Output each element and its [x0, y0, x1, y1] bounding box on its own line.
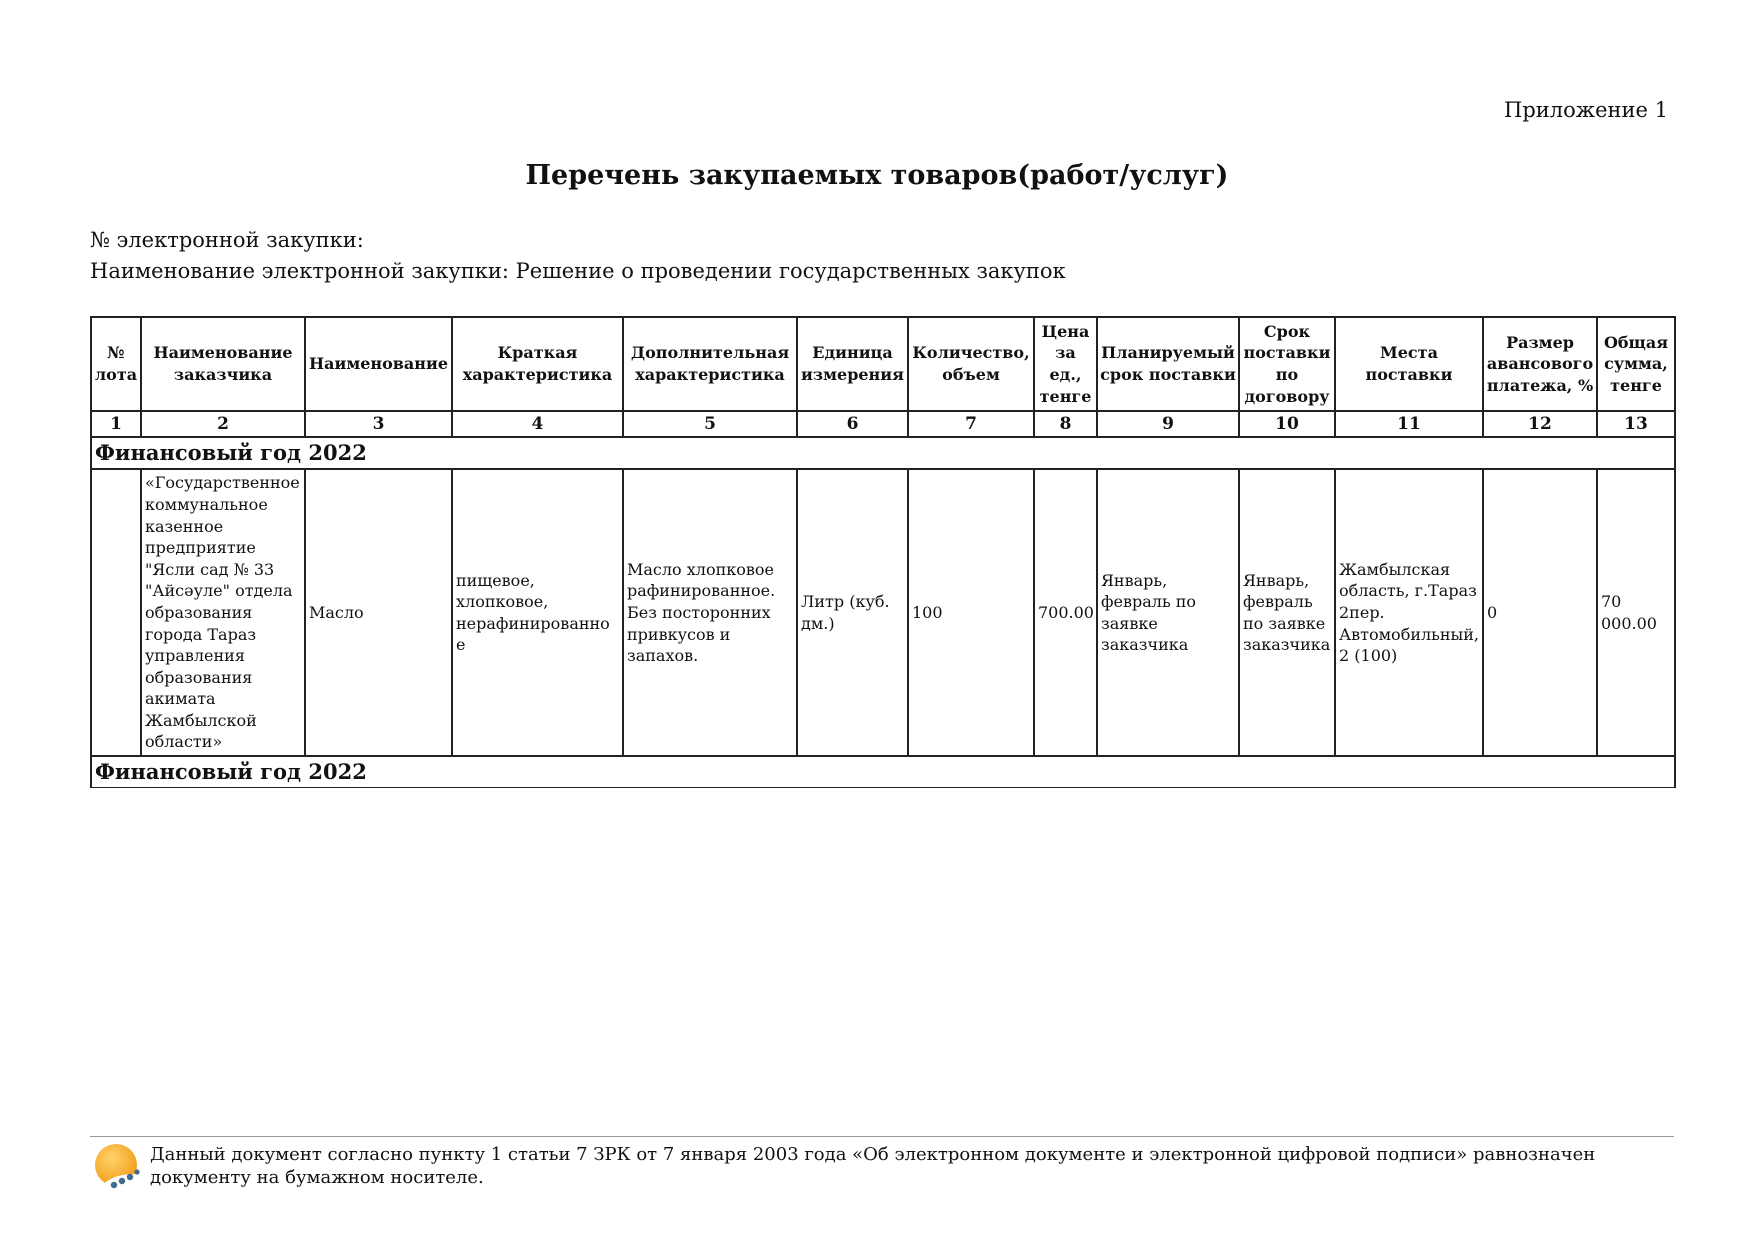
section-row [91, 756, 1675, 788]
column-number: 2 [141, 411, 305, 437]
header-unit-price: Цена за ед., тенге [1034, 317, 1097, 411]
cell-total-amount: 70 000.00 [1597, 469, 1675, 756]
header-unit: Единица измерения [797, 317, 908, 411]
financial-year-heading: Финансовый год 2022 [91, 437, 1675, 469]
header-contract-delivery: Срок поставки по договору [1239, 317, 1335, 411]
legal-notice: Данный документ согласно пункту 1 статьи 7 ЗРК от 7 января 2003 года «Об электронном документе и электронной цифровой подписи» равнозначен документу на бумажном носителе. [150, 1144, 1596, 1189]
header-delivery-place: Места поставки [1335, 317, 1483, 411]
cell-advance-payment: 0 [1483, 469, 1597, 756]
column-number: 4 [452, 411, 623, 437]
header-total-amount: Общая сумма, тенге [1597, 317, 1675, 411]
header-planned-delivery: Планируемый срок поставки [1097, 317, 1239, 411]
column-number: 1 [91, 411, 141, 437]
cell-unit-price: 700.00 [1034, 469, 1097, 756]
column-number: 12 [1483, 411, 1597, 437]
document-title: Перечень закупаемых товаров(работ/услуг) [525, 160, 1229, 191]
egov-sun-logo-icon [92, 1141, 144, 1193]
procurement-table [90, 316, 1676, 788]
cell-delivery-place: Жамбылская область, г.Тараз 2пер. Автомобильный, 2 (100) [1335, 469, 1483, 756]
header-quantity: Количество, объем [908, 317, 1034, 411]
column-number: 11 [1335, 411, 1483, 437]
cell-planned-delivery: Январь, февраль по заявке заказчика [1097, 469, 1239, 756]
cell-short-description: пищевое, хлопковое, нерафинированное [452, 469, 623, 756]
footer-divider [90, 1136, 1674, 1137]
cell-name: Масло [305, 469, 452, 756]
procurement-number-label: № электронной закупки: [90, 228, 364, 252]
column-number: 7 [908, 411, 1034, 437]
section-row [91, 437, 1675, 469]
cell-lot-number [91, 469, 141, 756]
header-additional-description: Дополнительная характеристика [623, 317, 797, 411]
table-header-row [91, 317, 1675, 411]
header-name: Наименование [305, 317, 452, 411]
financial-year-heading: Финансовый год 2022 [91, 756, 1675, 788]
header-lot-number: № лота [91, 317, 141, 411]
header-advance-payment: Размер авансового платежа, % [1483, 317, 1597, 411]
cell-additional-description: Масло хлопковое рафинированное. Без посторонних привкусов и запахов. [623, 469, 797, 756]
table-row [91, 469, 1675, 756]
cell-customer: «Государственное коммунальное казенное предприятие "Ясли сад № 33 "Айсәуле" отдела образования города Тараз управления образования акимата Жамбылской области» [141, 469, 305, 756]
column-number: 3 [305, 411, 452, 437]
header-short-description: Краткая характеристика [452, 317, 623, 411]
column-number: 8 [1034, 411, 1097, 437]
cell-quantity: 100 [908, 469, 1034, 756]
column-number-row [91, 411, 1675, 437]
column-number: 10 [1239, 411, 1335, 437]
column-number: 6 [797, 411, 908, 437]
header-customer: Наименование заказчика [141, 317, 305, 411]
column-number: 13 [1597, 411, 1675, 437]
column-number: 9 [1097, 411, 1239, 437]
cell-contract-delivery: Январь, февраль по заявке заказчика [1239, 469, 1335, 756]
appendix-label: Приложение 1 [1504, 98, 1668, 122]
procurement-name-label: Наименование электронной закупки: Решение о проведении государственных закупок [90, 259, 1066, 283]
cell-unit: Литр (куб. дм.) [797, 469, 908, 756]
column-number: 5 [623, 411, 797, 437]
